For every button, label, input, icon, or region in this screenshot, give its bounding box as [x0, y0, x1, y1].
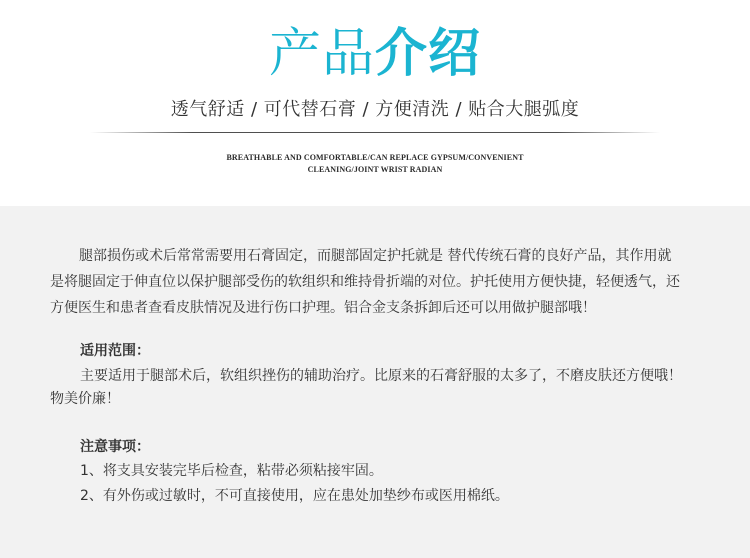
title-bold: 介绍: [375, 24, 482, 84]
page-title: [0, 24, 750, 84]
header: [0, 0, 750, 206]
note-item-1: 1、将支具安装完毕后检查，粘带必须粘接牢固。: [80, 463, 383, 479]
usage-text-line-1: 主要适用于腿部术后，软组织挫伤的辅助治疗。比原来的石膏舒服的太多了，不磨皮肤还方便哦！: [80, 368, 682, 384]
note-item-2: 2、有外伤或过敏时，不可直接使用，应在患处加垫纱布或医用棉纸。: [80, 488, 509, 504]
title-light: 产品: [268, 24, 375, 84]
content-section: [0, 206, 750, 558]
intro-paragraph: [50, 243, 715, 321]
intro-line: 是将腿固定于伸直位以保护腿部受伤的软组织和维持骨折端的对位。护托使用方便快捷，轻便透气，还: [50, 274, 680, 290]
divider: [90, 132, 660, 133]
usage-text-line-2: 物美价廉！: [50, 391, 120, 407]
english-subtitle-line-2: CLEANING/JOINT WRIST RADIAN: [307, 165, 443, 174]
usage-title: 适用范围：: [80, 343, 150, 359]
subtitle: 透气舒适 / 可代替石膏 / 方便清洗 / 贴合大腿弧度: [170, 99, 580, 120]
intro-line: 腿部损伤或术后常常需要用石膏固定，而腿部固定护托就是 替代传统石膏的良好产品，其作用就: [79, 248, 672, 264]
english-subtitle-line-1: BREATHABLE AND COMFORTABLE/CAN REPLACE GYPSUM/CONVENIENT: [226, 153, 524, 162]
notes-title: 注意事项：: [80, 439, 150, 455]
intro-line: 方便医生和患者查看皮肤情况及进行伤口护理。铝合金支条拆卸后还可以用做护腿部哦！: [50, 300, 596, 316]
